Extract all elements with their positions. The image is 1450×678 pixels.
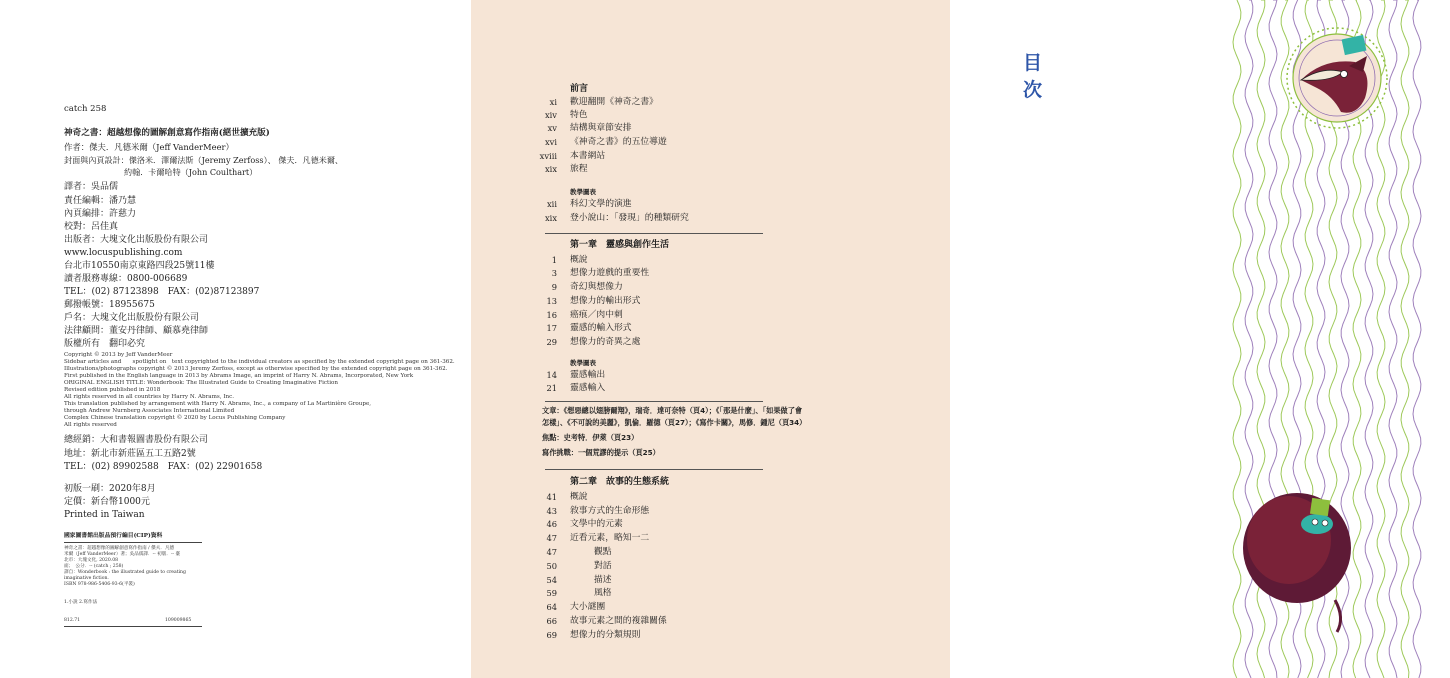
section-divider — [545, 469, 763, 470]
toc-page-number: 21 — [546, 383, 557, 393]
cip-line: 1.小說 2.寫作法 — [64, 600, 98, 605]
cip-rule-bottom — [64, 626, 202, 627]
cip-line: 譯自：Wonderbook : the illustrated guide to creating — [64, 570, 186, 575]
author-line: 作者：傑夫．凡德米爾（Jeff VanderMeer） — [64, 142, 234, 152]
subsection-heading: 教學圖表 — [570, 188, 596, 196]
cip-line: imaginative fiction. — [64, 576, 109, 581]
toc-entry-link[interactable]: 概說 — [570, 255, 588, 265]
chapter-heading: 第一章 靈感與創作生活 — [570, 240, 670, 250]
edition-line: 定價：新台幣1000元 — [64, 497, 150, 507]
toc-page-number: 14 — [546, 370, 557, 380]
copyright-line: Sidebar articles and spotlight on text copyrighted to the individual creators as specified by the extended copyright page on 361-362. — [64, 359, 455, 365]
toc-page-number: xix — [544, 164, 557, 174]
credit-line: 責任編輯：潘乃慧 — [64, 196, 137, 206]
cip-line: 米爾（Jeff VanderMeer）著；吳品儒譯．-- 初版．-- 臺 — [64, 552, 181, 557]
articles-line: 文章：《想惡總以翅膀爾翔》，瑞奇．達可奈特（頁4）；《「那是什麼」、「如果做了會 — [542, 406, 803, 415]
cip-line: 北市：大塊文化, 2020.08 — [64, 558, 119, 563]
catalog-code: catch 258 — [64, 104, 107, 114]
toc-entry-link[interactable]: 概說 — [570, 492, 588, 502]
toc-entry-link[interactable]: 靈感的輸入形式 — [570, 323, 632, 333]
toc-page-number: 43 — [546, 506, 557, 516]
toc-entry-link[interactable]: 想像力的分類規則 — [570, 630, 641, 640]
wave-line — [1389, 0, 1397, 678]
cip-line: 面； 公分．-- (catch ; 258) — [64, 564, 124, 569]
toc-page-number: 59 — [546, 588, 557, 598]
toc-page-number: 64 — [546, 602, 557, 612]
subsection-heading: 教學圖表 — [570, 359, 596, 367]
toc-entry-link[interactable]: 想像力的輸出形式 — [570, 296, 641, 306]
credit-line: 戶名：大塊文化出版股份有限公司 — [64, 313, 200, 323]
cip-number: 109009865 — [165, 618, 192, 623]
distributor-line: 總經銷：大和書報圖書股份有限公司 — [64, 435, 209, 445]
toc-page-number: xviii — [539, 151, 557, 161]
distributor-line: 地址：新北市新莊區五工五路2號 — [64, 449, 196, 459]
toc-entry-link[interactable]: 歡迎翻開《神奇之書》 — [570, 97, 658, 107]
credit-line: 台北市10550南京東路四段25號11樓 — [64, 261, 215, 271]
toc-page-number: 9 — [551, 282, 557, 292]
toc-title: 目次 — [1023, 52, 1046, 101]
section-divider — [545, 233, 763, 234]
chapter-heading: 第二章 故事的生態系統 — [570, 477, 670, 487]
toc-page-number: 17 — [546, 323, 557, 333]
wave-line — [1233, 0, 1241, 678]
copyright-line: Revised edition published in 2018 — [64, 387, 161, 393]
credit-line: 版權所有 翻印必究 — [64, 339, 146, 349]
toc-entry-link[interactable]: 想像力遊戲的重要性 — [570, 268, 650, 278]
toc-page-number: 47 — [546, 547, 557, 557]
credit-line: www.locuspublishing.com — [64, 248, 183, 258]
toc-page-number: 66 — [546, 616, 557, 626]
toc-page-number: xvi — [544, 137, 557, 147]
spotlight-line: 焦點：史考特．伊萊（頁23） — [542, 433, 639, 442]
toc-entry-link[interactable]: 奇幻與想像力 — [570, 282, 623, 292]
credit-line: 出版者：大塊文化出版股份有限公司 — [64, 235, 209, 245]
toc-entry-link[interactable]: 文學中的元素 — [570, 519, 623, 529]
wave-border-decoration — [1231, 0, 1450, 678]
copyright-line: ORIGINAL ENGLISH TITLE: Wonderbook: The Illustrated Guide to Creating Imaginative Fiction — [64, 380, 339, 386]
toc-entry-link[interactable]: 結構與章節安排 — [570, 123, 632, 133]
articles-line: 怎樣」、《不可說的美麗》，凱倫．羅德（頁27）；《寫作卡關》，馬修．鍾尼（頁34） — [542, 418, 807, 427]
toc-page-number: xi — [549, 97, 557, 107]
toc-entry-link[interactable]: 靈感輸入 — [570, 383, 606, 393]
toc-page-number: 41 — [546, 492, 557, 502]
toc-page-number: xiv — [544, 110, 557, 120]
copyright-page — [0, 0, 471, 678]
copyright-line: Complex Chinese translation copyright © 2020 by Locus Publishing Company — [64, 415, 286, 421]
toc-page-number: 46 — [546, 519, 557, 529]
cip-line: 神奇之書：超越想像的圖解創意寫作指南 / 傑夫．凡德 — [64, 546, 175, 551]
cip-class: 812.71 — [64, 618, 81, 623]
edition-line: Printed in Taiwan — [64, 510, 145, 520]
toc-page-number: 1 — [551, 255, 557, 265]
section-divider — [545, 401, 763, 402]
copyright-line: All rights reserved in all countries by Harry N. Abrams, Inc. — [64, 394, 235, 400]
toc-entry-link[interactable]: 癌痕／肉中刺 — [570, 310, 623, 320]
toc-page-number: xix — [544, 213, 557, 223]
toc-entry-link[interactable]: 特色 — [570, 110, 588, 120]
wave-line — [1413, 0, 1421, 678]
design-line-2: 約翰．卡爾哈特（John Coulthart） — [124, 167, 258, 177]
bird-head-medallion-icon — [1287, 28, 1387, 128]
edition-line: 初版一刷：2020年8月 — [64, 484, 156, 494]
copyright-line: Copyright © 2013 by Jeff VanderMeer — [64, 352, 173, 358]
toc-entry-link[interactable]: 旅程 — [570, 164, 588, 174]
cip-title: 國家圖書館出版品預行編目(CIP)資料 — [64, 533, 163, 539]
wave-line — [1401, 0, 1409, 678]
toc-page-number: xii — [547, 199, 557, 209]
toc-entry-link[interactable]: 對話 — [594, 561, 612, 571]
toc-page-number: 47 — [546, 533, 557, 543]
toc-page-number: 69 — [546, 630, 557, 640]
round-bird-creature-icon — [1243, 493, 1351, 632]
toc-entry-link[interactable]: 靈感輸出 — [570, 370, 606, 380]
credit-line: TEL：(02) 87123898 FAX：(02)87123897 — [64, 287, 260, 297]
cip-rule — [64, 542, 202, 543]
credit-line: 讀者服務專線：0800-006689 — [64, 274, 188, 284]
toc-page-number: 13 — [546, 296, 557, 306]
toc-entry-link[interactable]: 本書網站 — [570, 151, 606, 161]
toc-entry-link[interactable]: 想像力的奇異之處 — [570, 337, 641, 347]
toc-page-number: 50 — [546, 561, 557, 571]
credit-line: 郵撥帳號：18955675 — [64, 300, 155, 310]
toc-entry-link[interactable]: 登小說山：「發現」的種類研究 — [570, 213, 689, 223]
toc-entry-link[interactable]: 風格 — [594, 588, 612, 598]
toc-entry-link[interactable]: 故事元素之間的複雜關係 — [570, 616, 667, 626]
toc-entry-link[interactable]: 敘事方式的生命形態 — [570, 506, 650, 516]
distributor-line: TEL：(02) 89902588 FAX：(02) 22901658 — [64, 462, 263, 472]
section-heading: 前言 — [570, 84, 589, 94]
copyright-line: First published in the English language in 2013 by Abrams Image, an imprint of Harry N. Abrams, Incorporated, New York — [64, 373, 414, 379]
cip-line: ISBN 978-986-5406-93-6(平裝) — [64, 582, 135, 587]
toc-entry-link[interactable]: 近看元素，略知一二 — [570, 533, 650, 543]
credit-line: 譯者：吳品儒 — [64, 182, 119, 192]
toc-entry-link[interactable]: 大小謎團 — [570, 602, 606, 612]
credit-line: 內頁編排：許慈力 — [64, 209, 137, 219]
credit-line: 法律顧問：董安丹律師、顧慕堯律師 — [64, 326, 209, 336]
copyright-line: This translation published by arrangement with Harry N. Abrams, Inc., a company of La Martinière Groupe, — [64, 401, 372, 407]
toc-page-number: 3 — [551, 268, 557, 278]
copyright-line: All rights reserved — [64, 422, 117, 428]
toc-page-number: xv — [547, 123, 557, 133]
book-title: 神奇之書：超越想像的圖解創意寫作指南(絕世擴充版) — [64, 128, 270, 138]
credit-line: 校對：呂佳真 — [64, 222, 119, 232]
toc-page-number: 54 — [546, 575, 557, 585]
toc-entry-link[interactable]: 觀點 — [594, 547, 612, 557]
toc-entry-link[interactable]: 科幻文學的演進 — [570, 199, 632, 209]
toc-entry-link[interactable]: 描述 — [594, 575, 612, 585]
copyright-line: through Andrew Nurnberg Associates International Limited — [64, 408, 235, 414]
toc-entry-link[interactable]: 《神奇之書》的五位導遊 — [570, 137, 667, 147]
design-line-1: 封面與內頁設計：傑洛米．澤爾法斯（Jeremy Zerfoss）、 傑夫．凡德米爾、 — [64, 155, 344, 165]
toc-page-number: 16 — [546, 310, 557, 320]
writing-challenge-line: 寫作挑戰：一個荒謬的提示（頁25） — [542, 448, 660, 457]
wave-line — [1377, 0, 1385, 678]
toc-page-number: 29 — [546, 337, 557, 347]
copyright-line: Illustrations/photographs copyright © 2013 Jeremy Zerfoss, except as otherwise specified by the extended copyright page on 361-362. — [64, 366, 448, 372]
